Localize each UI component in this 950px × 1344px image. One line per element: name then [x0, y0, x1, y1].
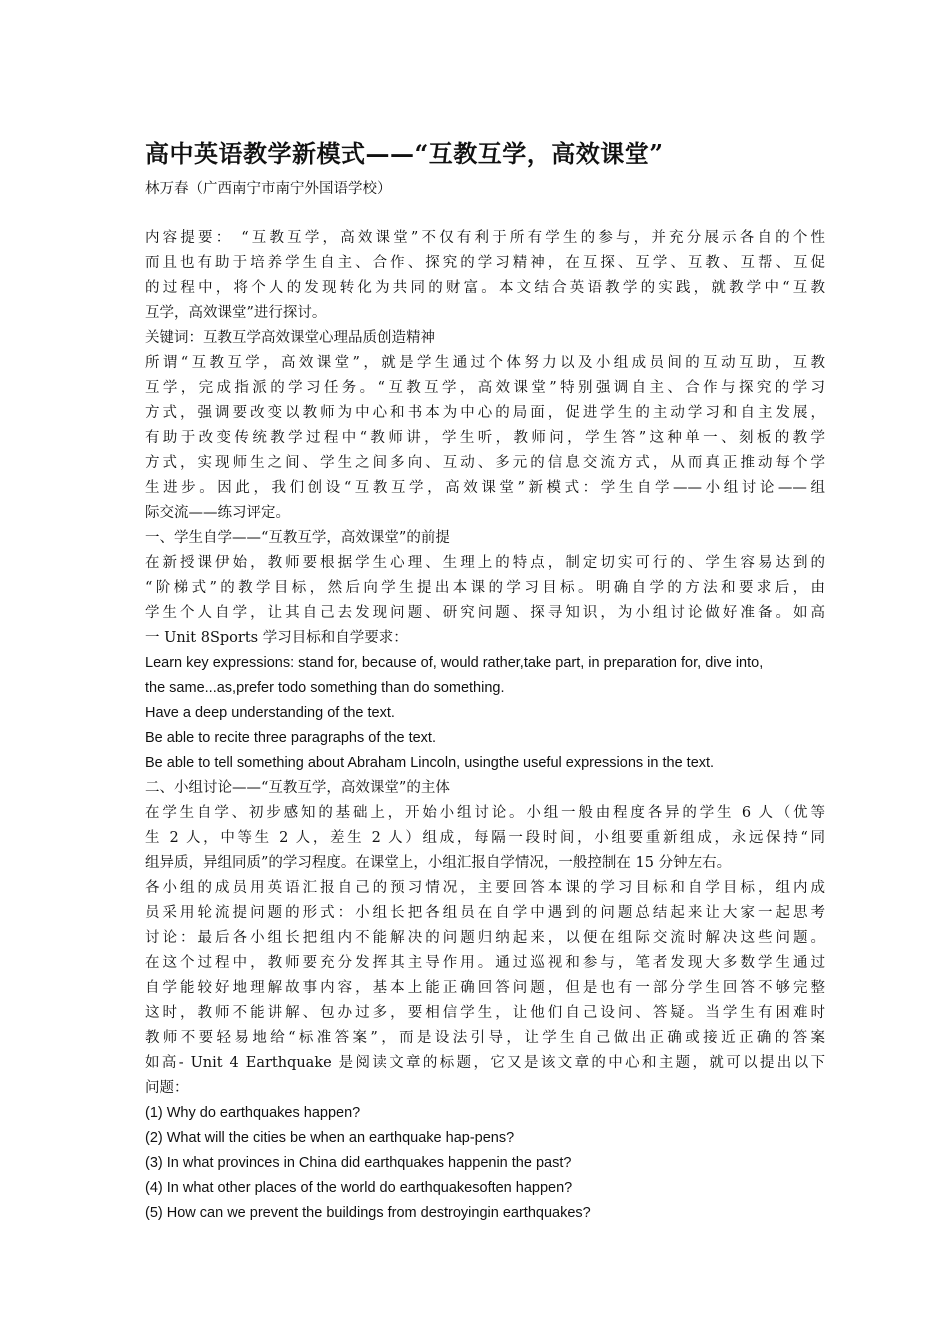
text-line: Be able to recite three paragraphs of the text.	[145, 730, 436, 746]
text-line: 讨论：最后各小组长把组内不能解决的问题归纳起来，以便在组际交流时解决这些问题。	[145, 930, 825, 946]
text-line: (4) In what other places of the world do earthquakesoften happen?	[145, 1180, 573, 1196]
text-line: “阶梯式”的教学目标，然后向学生提出本课的学习目标。明确自学的方法和要求后，由	[145, 580, 825, 596]
text-line: 而且也有助于培养学生自主、合作、探究的学习精神，在互探、互学、互教、互帮、互促	[145, 255, 825, 271]
text-line: 一、学生自学——“互教互学，高效课堂”的前提	[145, 530, 450, 546]
text-line: 互学，高效课堂”进行探讨。	[145, 305, 327, 321]
text-line: 方式，实现师生之间、学生之间多向、互动、多元的信息交流方式，从而真正推动每个学	[145, 455, 825, 471]
text-line: Have a deep understanding of the text.	[145, 705, 395, 721]
text-line: (5) How can we prevent the buildings from destroyingin earthquakes?	[145, 1205, 591, 1221]
text-line: Be able to tell something about Abraham Lincoln, usingthe useful expressions in the text.	[145, 755, 715, 771]
text-line: 在这个过程中，教师要充分发挥其主导作用。通过巡视和参与，笔者发现大多数学生通过	[145, 955, 825, 971]
text-line: (2) What will the cities be when an earthquake hap-pens?	[145, 1130, 515, 1146]
text-line: 问题：	[145, 1080, 189, 1096]
text-line: 这时，教师不能讲解、包办过多，要相信学生，让他们自己设问、答疑。当学生有困难时	[145, 1005, 825, 1021]
text-line: 在学生自学、初步感知的基础上，开始小组讨论。小组一般由程度各异的学生 6 人（优等	[145, 805, 825, 821]
document-title: 高中英语教学新模式——“互教互学，高效课堂”	[145, 139, 664, 168]
text-line: 学生个人自学，让其自己去发现问题、研究问题、探寻知识，为小组讨论做好准备。如高	[145, 605, 825, 621]
text-line: 有助于改变传统教学过程中“教师讲，学生听，教师问，学生答”这种单一、刻板的教学	[145, 430, 825, 446]
text-line: 互学，完成指派的学习任务。“互教互学，高效课堂”特别强调自主、合作与探究的学习	[145, 380, 825, 396]
text-line: the same...as,prefer todo something than do something.	[145, 680, 505, 696]
text-line: 教师不要轻易地给“标准答案”，而是设法引导，让学生自己做出正确或接近正确的答案	[145, 1030, 825, 1046]
text-line: 员采用轮流提问题的形式：小组长把各组员在自学中遇到的问题总结起来让大家一起思考	[145, 905, 825, 921]
text-line: 际交流——练习评定。	[145, 505, 290, 521]
document-author: 林万春（广西南宁市南宁外国语学校）	[145, 181, 392, 197]
text-line: (1) Why do earthquakes happen?	[145, 1105, 361, 1121]
text-line: 各小组的成员用英语汇报自己的预习情况，主要回答本课的学习目标和自学目标，组内成	[145, 880, 825, 896]
text-line: 二、小组讨论——“互教互学，高效课堂”的主体	[145, 780, 450, 796]
text-line: 关键词：互教互学高效课堂心理品质创造精神	[145, 330, 435, 346]
text-line: 组异质，异组同质”的学习程度。在课堂上，小组汇报自学情况，一般控制在 15 分钟左右。	[145, 855, 732, 871]
text-line: 一 Unit 8Sports 学习目标和自学要求：	[145, 630, 408, 646]
text-line: 自学能较好地理解故事内容，基本上能正确回答问题，但是也有一部分学生回答不够完整	[145, 980, 825, 996]
text-line: 如高- Unit 4 Earthquake 是阅读文章的标题，它又是该文章的中心和主题，就可以提出以下	[145, 1055, 825, 1071]
text-line: 生进步。因此，我们创设“互教互学，高效课堂”新模式：学生自学——小组讨论——组	[145, 480, 825, 496]
text-line: Learn key expressions: stand for, because of, would rather,take part, in preparation for, dive into,	[145, 655, 764, 671]
text-line: 内容提要： “互教互学，高效课堂”不仅有利于所有学生的参与，并充分展示各自的个性	[145, 230, 825, 246]
text-line: 所谓“互教互学，高效课堂”，就是学生通过个体努力以及小组成员间的互动互助，互教	[145, 355, 825, 371]
text-line: 方式，强调要改变以教师为中心和书本为中心的局面，促进学生的主动学习和自主发展，	[145, 405, 825, 421]
text-line: 生 2 人，中等生 2 人，差生 2 人）组成，每隔一段时间，小组要重新组成，永远保持“同	[145, 830, 825, 846]
text-line: 的过程中，将个人的发现转化为共同的财富。本文结合英语教学的实践，就教学中“互教	[145, 280, 825, 296]
text-line: 在新授课伊始，教师要根据学生心理、生理上的特点，制定切实可行的、学生容易达到的	[145, 555, 825, 571]
document-body	[145, 226, 825, 1226]
text-line: (3) In what provinces in China did earthquakes happenin the past?	[145, 1155, 572, 1171]
